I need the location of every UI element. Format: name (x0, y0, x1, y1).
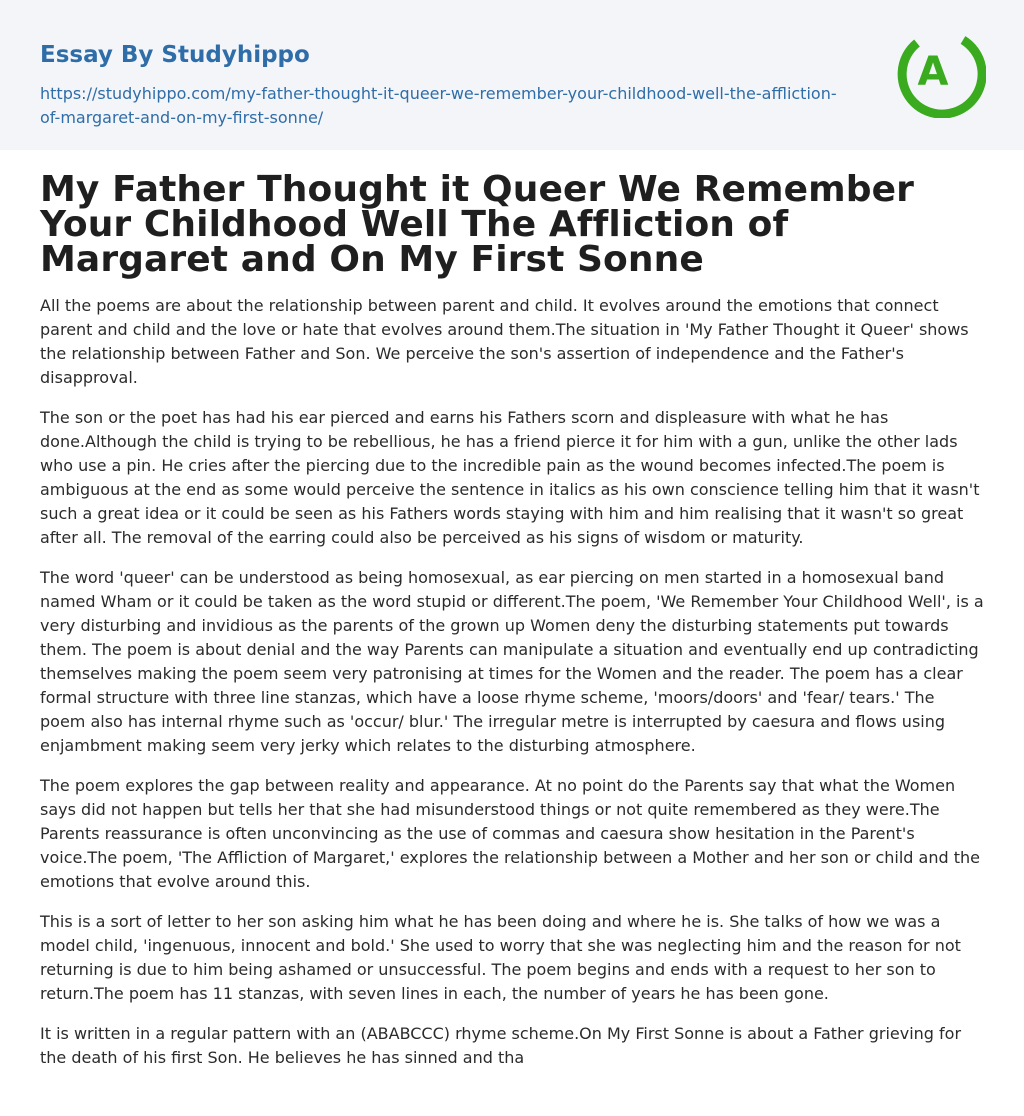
site-header (0, 0, 1024, 150)
essay-paragraph: The son or the poet has had his ear pierced and earns his Fathers scorn and displeasure with what he has done.Although the child is trying to be rebellious, he has a friend pierce it for him with a gun, unlike the other lads who use a pin. He cries after the piercing due to the incredible pain as the wound becomes infected.The poem is ambiguous at the end as some would perceive the sentence in italics as his own conscience telling him that it wasn't such a great idea or it could be seen as his Fathers words staying with him and him realising that it wasn't so great after all. The removal of the earring could also be perceived as his signs of wisdom or maturity. (40, 408, 980, 547)
essay-paragraph: The word 'queer' can be understood as being homosexual, as ear piercing on men started in a homosexual band named Wham or it could be taken as the word stupid or different.The poem, 'We Remember Your Childhood Well', is a very disturbing and invidious as the parents of the grown up Women deny the disturbing statements put towards them. The poem is about denial and the way Parents can manipulate a situation and eventually end up contradicting themselves making the poem seem very patronising at times for the Women and the reader. The poem has a clear formal structure with three line stanzas, which have a loose rhyme scheme, 'moors/doors' and 'fear/ tears.' The poem also has internal rhyme such as 'occur/ blur.' The irregular metre is interrupted by caesura and flows using enjambment making seem very jerky which relates to the disturbing atmosphere. (40, 568, 984, 755)
essay-source-link[interactable]: https://studyhippo.com/my-father-thought-it-queer-we-remember-your-childhood-well-the-affliction-of-margaret-and-on-my-first-sonne/ (40, 84, 837, 127)
essay-content (0, 150, 1024, 1070)
essay-title: My Father Thought it Queer We Remember Your Childhood Well The Affliction of Margaret and On My First Sonne (40, 169, 914, 280)
essay-paragraph: This is a sort of letter to her son asking him what he has been doing and where he is. She talks of how we was a model child, 'ingenuous, innocent and bold.' She used to worry that she was neglecting him and the reason for not returning is due to him being ashamed or unsuccessful. The poem begins and ends with a request to her son to return.The poem has 11 stanzas, with seven lines in each, the number of years he has been gone. (40, 912, 961, 1003)
essay-paragraph: The poem explores the gap between reality and appearance. At no point do the Parents say that what the Women says did not happen but tells her that she had misunderstood things or not quite remembered as they were.The Parents reassurance is often unconvincing as the use of commas and caesura show hesitation in the Parent's voice.The poem, 'The Affliction of Margaret,' explores the relationship between a Mother and her son or child and the emotions that evolve around this. (40, 776, 980, 891)
site-brand[interactable]: Essay By Studyhippo (40, 42, 310, 68)
logo-letter: A (917, 49, 949, 95)
essay-paragraph: All the poems are about the relationship between parent and child. It evolves around the emotions that connect parent and child and the love or hate that evolves around them.The situation in 'My Father Thought it Queer' shows the relationship between Father and Son. We perceive the son's assertion of independence and the Father's disapproval. (40, 296, 969, 387)
essay-paragraph: It is written in a regular pattern with an (ABABCCC) rhyme scheme.On My First Sonne is about a Father grieving for the death of his first Son. He believes he has sinned and tha (40, 1024, 962, 1067)
studyhippo-logo-icon[interactable] (896, 28, 986, 118)
